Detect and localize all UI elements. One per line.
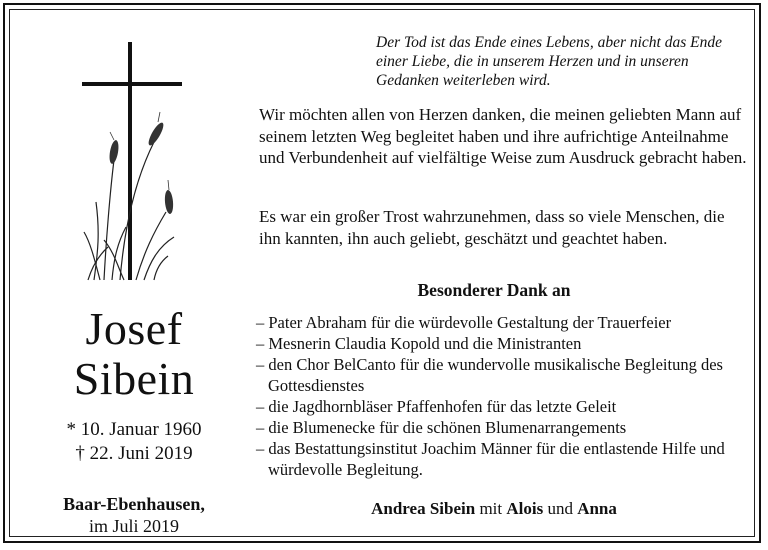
date-line: im Juli 2019: [88, 516, 179, 536]
first-name: Josef: [85, 303, 183, 354]
death-date: † 22. Juni 2019: [75, 443, 193, 464]
quote: Der Tod ist das Ende eines Lebens, aber nicht das Ende einer Liebe, die in unserem Herzen und in unseren Gedanken weiterleben wird.: [376, 34, 722, 89]
thanks-heading: Besonderer Dank an: [417, 280, 571, 300]
signer-2: Alois: [506, 499, 544, 518]
last-name: Sibein: [73, 353, 195, 404]
list-item: – den Chor BelCanto für die wundervolle musikalische Begleitung des Gottesdienstes: [256, 355, 723, 395]
paragraph-1: Wir möchten allen von Herzen danken, die meinen geliebten Mann auf seinem letzten Weg begleitet haben und ihre aufrichtige Anteilnahme und Verbundenheit auf vielfältige Weise zum Ausdruck gebracht haben.: [259, 105, 747, 167]
list-item: – die Blumenecke für die schönen Blumenarrangements: [256, 418, 627, 437]
town: Baar-Ebenhausen,: [63, 494, 205, 514]
cross-with-wheat-icon: [74, 42, 194, 292]
signature-sep-2: und: [547, 499, 573, 518]
list-item: – das Bestattungsinstitut Joachim Männer für die entlastende Hilfe und würdevolle Begleitung.: [256, 439, 725, 479]
left-column: [14, 14, 234, 534]
signer-1: Andrea Sibein: [371, 499, 476, 518]
life-dates: [14, 418, 254, 466]
signature: [259, 499, 729, 519]
paragraph-2: Es war ein großer Trost wahrzunehmen, dass so viele Menschen, die ihn kannten, ihn auch geliebt, geschätzt und geachtet haben.: [259, 207, 725, 248]
signature-sep-1: mit: [479, 499, 503, 518]
list-item: – Pater Abraham für die würdevolle Gestaltung der Trauerfeier: [256, 313, 672, 332]
signer-3: Anna: [577, 499, 617, 518]
list-item: – Mesnerin Claudia Kopold und die Ministranten: [256, 334, 582, 353]
birth-date: * 10. Januar 1960: [66, 419, 202, 440]
thanks-list: [256, 312, 756, 480]
place-and-date: [14, 493, 254, 537]
list-item: – die Jagdhornbläser Pfaffenhofen für das letzte Geleit: [256, 397, 617, 416]
